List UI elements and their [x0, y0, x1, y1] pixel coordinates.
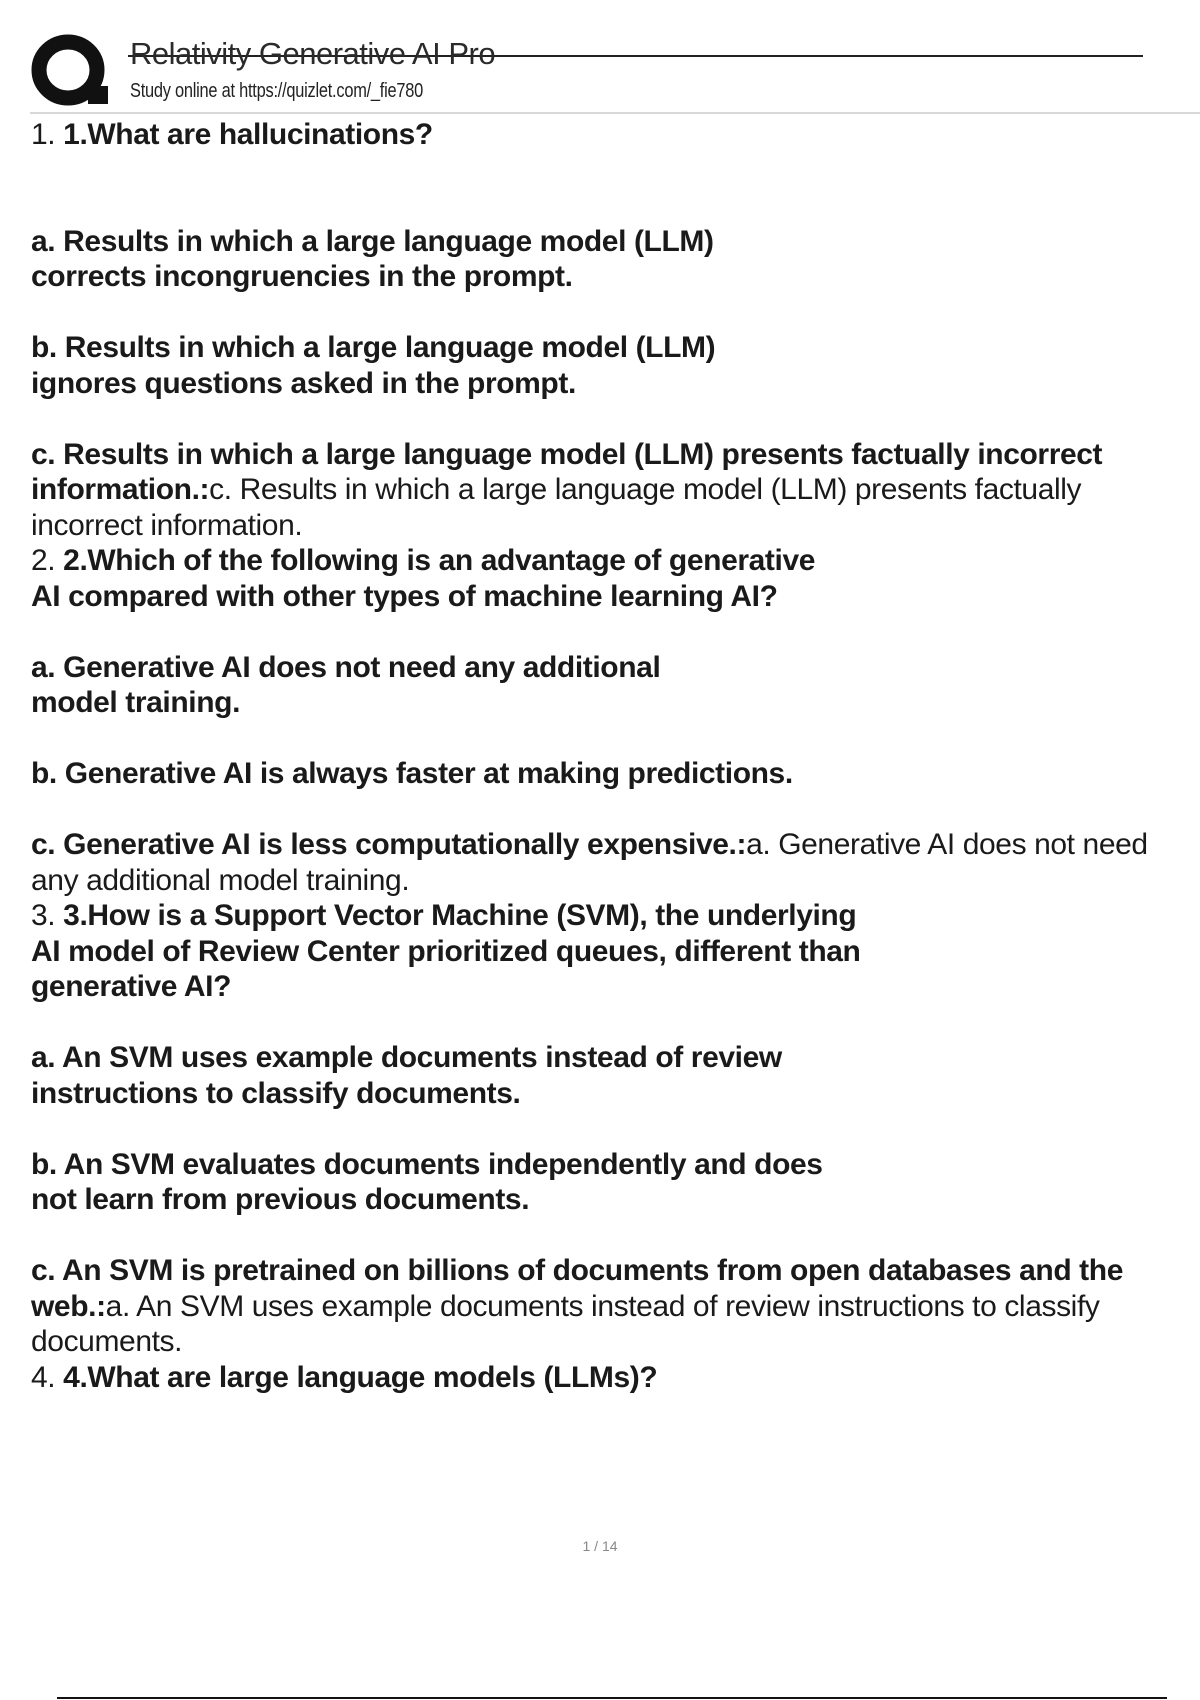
question-prompt: 2. 2.Which of the following is an advantage of generative AI compared with other types of machine learning AI? [31, 544, 816, 613]
page-indicator: 1 / 14 [582, 1538, 618, 1554]
question-prompt: 3. 3.How is a Support Vector Machine (SVM), the underlying AI model of Review Center prioritized queues, different than generative AI? [31, 899, 861, 1003]
question-item [31, 1360, 1151, 1396]
answer-option: a. Results in which a large language model (LLM) corrects incongruencies in the prompt. [31, 224, 714, 293]
answer-option: b. An SVM evaluates documents independently and does not learn from previous documents. [31, 1147, 823, 1216]
answer-option: a. Generative AI does not need any additional model training. [31, 650, 661, 719]
footer-divider [57, 1697, 1167, 1699]
question-item [31, 898, 1151, 1360]
document-header [0, 0, 1200, 115]
question-item [31, 543, 1151, 898]
correct-answer: a. Generative AI does not need any additional model training. [31, 828, 1148, 897]
document-title: Relativity Generative AI Pro [130, 36, 496, 71]
question-item [31, 117, 1151, 543]
correct-answer: a. An SVM uses example documents instead of review instructions to classify documents. [31, 1289, 1100, 1358]
study-online-link[interactable]: Study online at https://quizlet.com/_fie780 [130, 80, 424, 102]
quizlet-logo-icon [30, 30, 112, 112]
correct-answer: c. Results in which a large language model (LLM) presents factually incorrect information. [31, 473, 1082, 542]
answer-option: c. Generative AI is less computationally expensive.:a. Generative AI does not need any additional model training. [31, 828, 1148, 897]
header-divider [30, 112, 1200, 114]
answer-option: a. An SVM uses example documents instead of review instructions to classify documents. [31, 1041, 782, 1110]
answer-option: b. Generative AI is always faster at making predictions. [31, 757, 793, 790]
question-list [31, 117, 1151, 1395]
answer-option: c. Results in which a large language model (LLM) presents factually incorrect information.:c. Results in which a large language model (LLM) presents factually incorrect information. [31, 437, 1103, 542]
answer-option: c. An SVM is pretrained on billions of documents from open databases and the web.:a. An SVM uses example documents instead of review instructions to classify documents. [31, 1254, 1123, 1358]
question-prompt: 1. 1.What are hallucinations? [31, 118, 433, 151]
answer-option: b. Results in which a large language model (LLM) ignores questions asked in the prompt. [31, 331, 716, 400]
question-prompt: 4. 4.What are large language models (LLMs)? [31, 1360, 658, 1394]
